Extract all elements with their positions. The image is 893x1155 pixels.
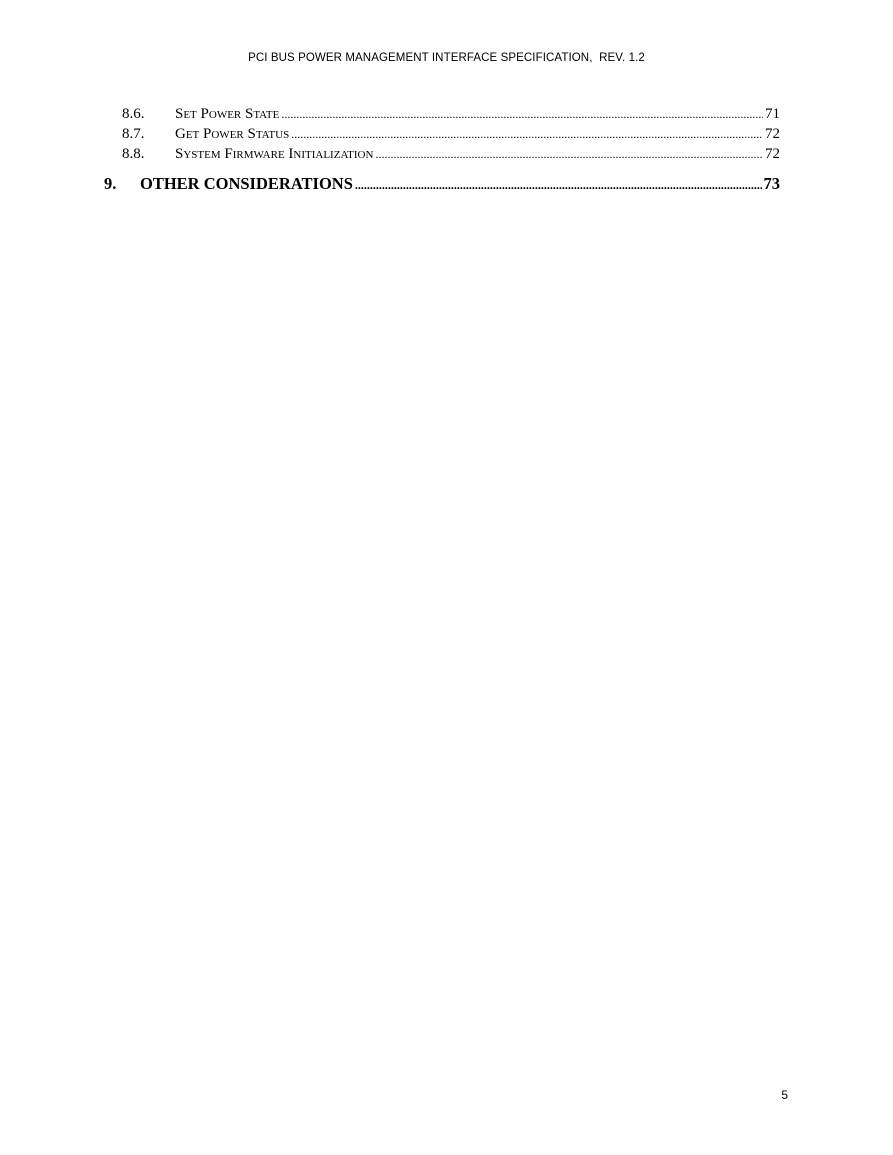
- toc-entry-8-8[interactable]: [104, 144, 780, 164]
- toc-section-9[interactable]: [104, 173, 780, 195]
- toc-dot-leader: [355, 174, 762, 195]
- table-of-contents: [104, 104, 780, 195]
- toc-entry-page: 72: [765, 126, 780, 142]
- page-header: PCI BUS POWER MANAGEMENT INTERFACE SPECIFICATION, REV. 1.2: [248, 52, 645, 64]
- toc-entry-number: 8.6.: [122, 106, 145, 122]
- toc-entry-page: 72: [765, 146, 780, 162]
- toc-dot-leader: [291, 124, 763, 144]
- toc-entry-number: 8.8.: [122, 146, 145, 162]
- toc-section-title: OTHER CONSIDERATIONS: [140, 174, 353, 193]
- page-number: 5: [781, 1088, 788, 1102]
- toc-entry-8-6[interactable]: [104, 104, 780, 124]
- toc-section-page: 73: [763, 174, 780, 193]
- toc-dot-leader: [281, 104, 763, 124]
- toc-entry-title: Get Power Status: [175, 126, 290, 142]
- toc-entry-title: Set Power State: [175, 106, 280, 122]
- toc-entry-title: System Firmware Initialization: [175, 146, 374, 162]
- toc-entry-number: 8.7.: [122, 126, 145, 142]
- toc-entry-8-7[interactable]: [104, 124, 780, 144]
- toc-entry-page: 71: [765, 106, 780, 122]
- toc-section-number: 9.: [104, 174, 117, 193]
- toc-dot-leader: [375, 144, 763, 164]
